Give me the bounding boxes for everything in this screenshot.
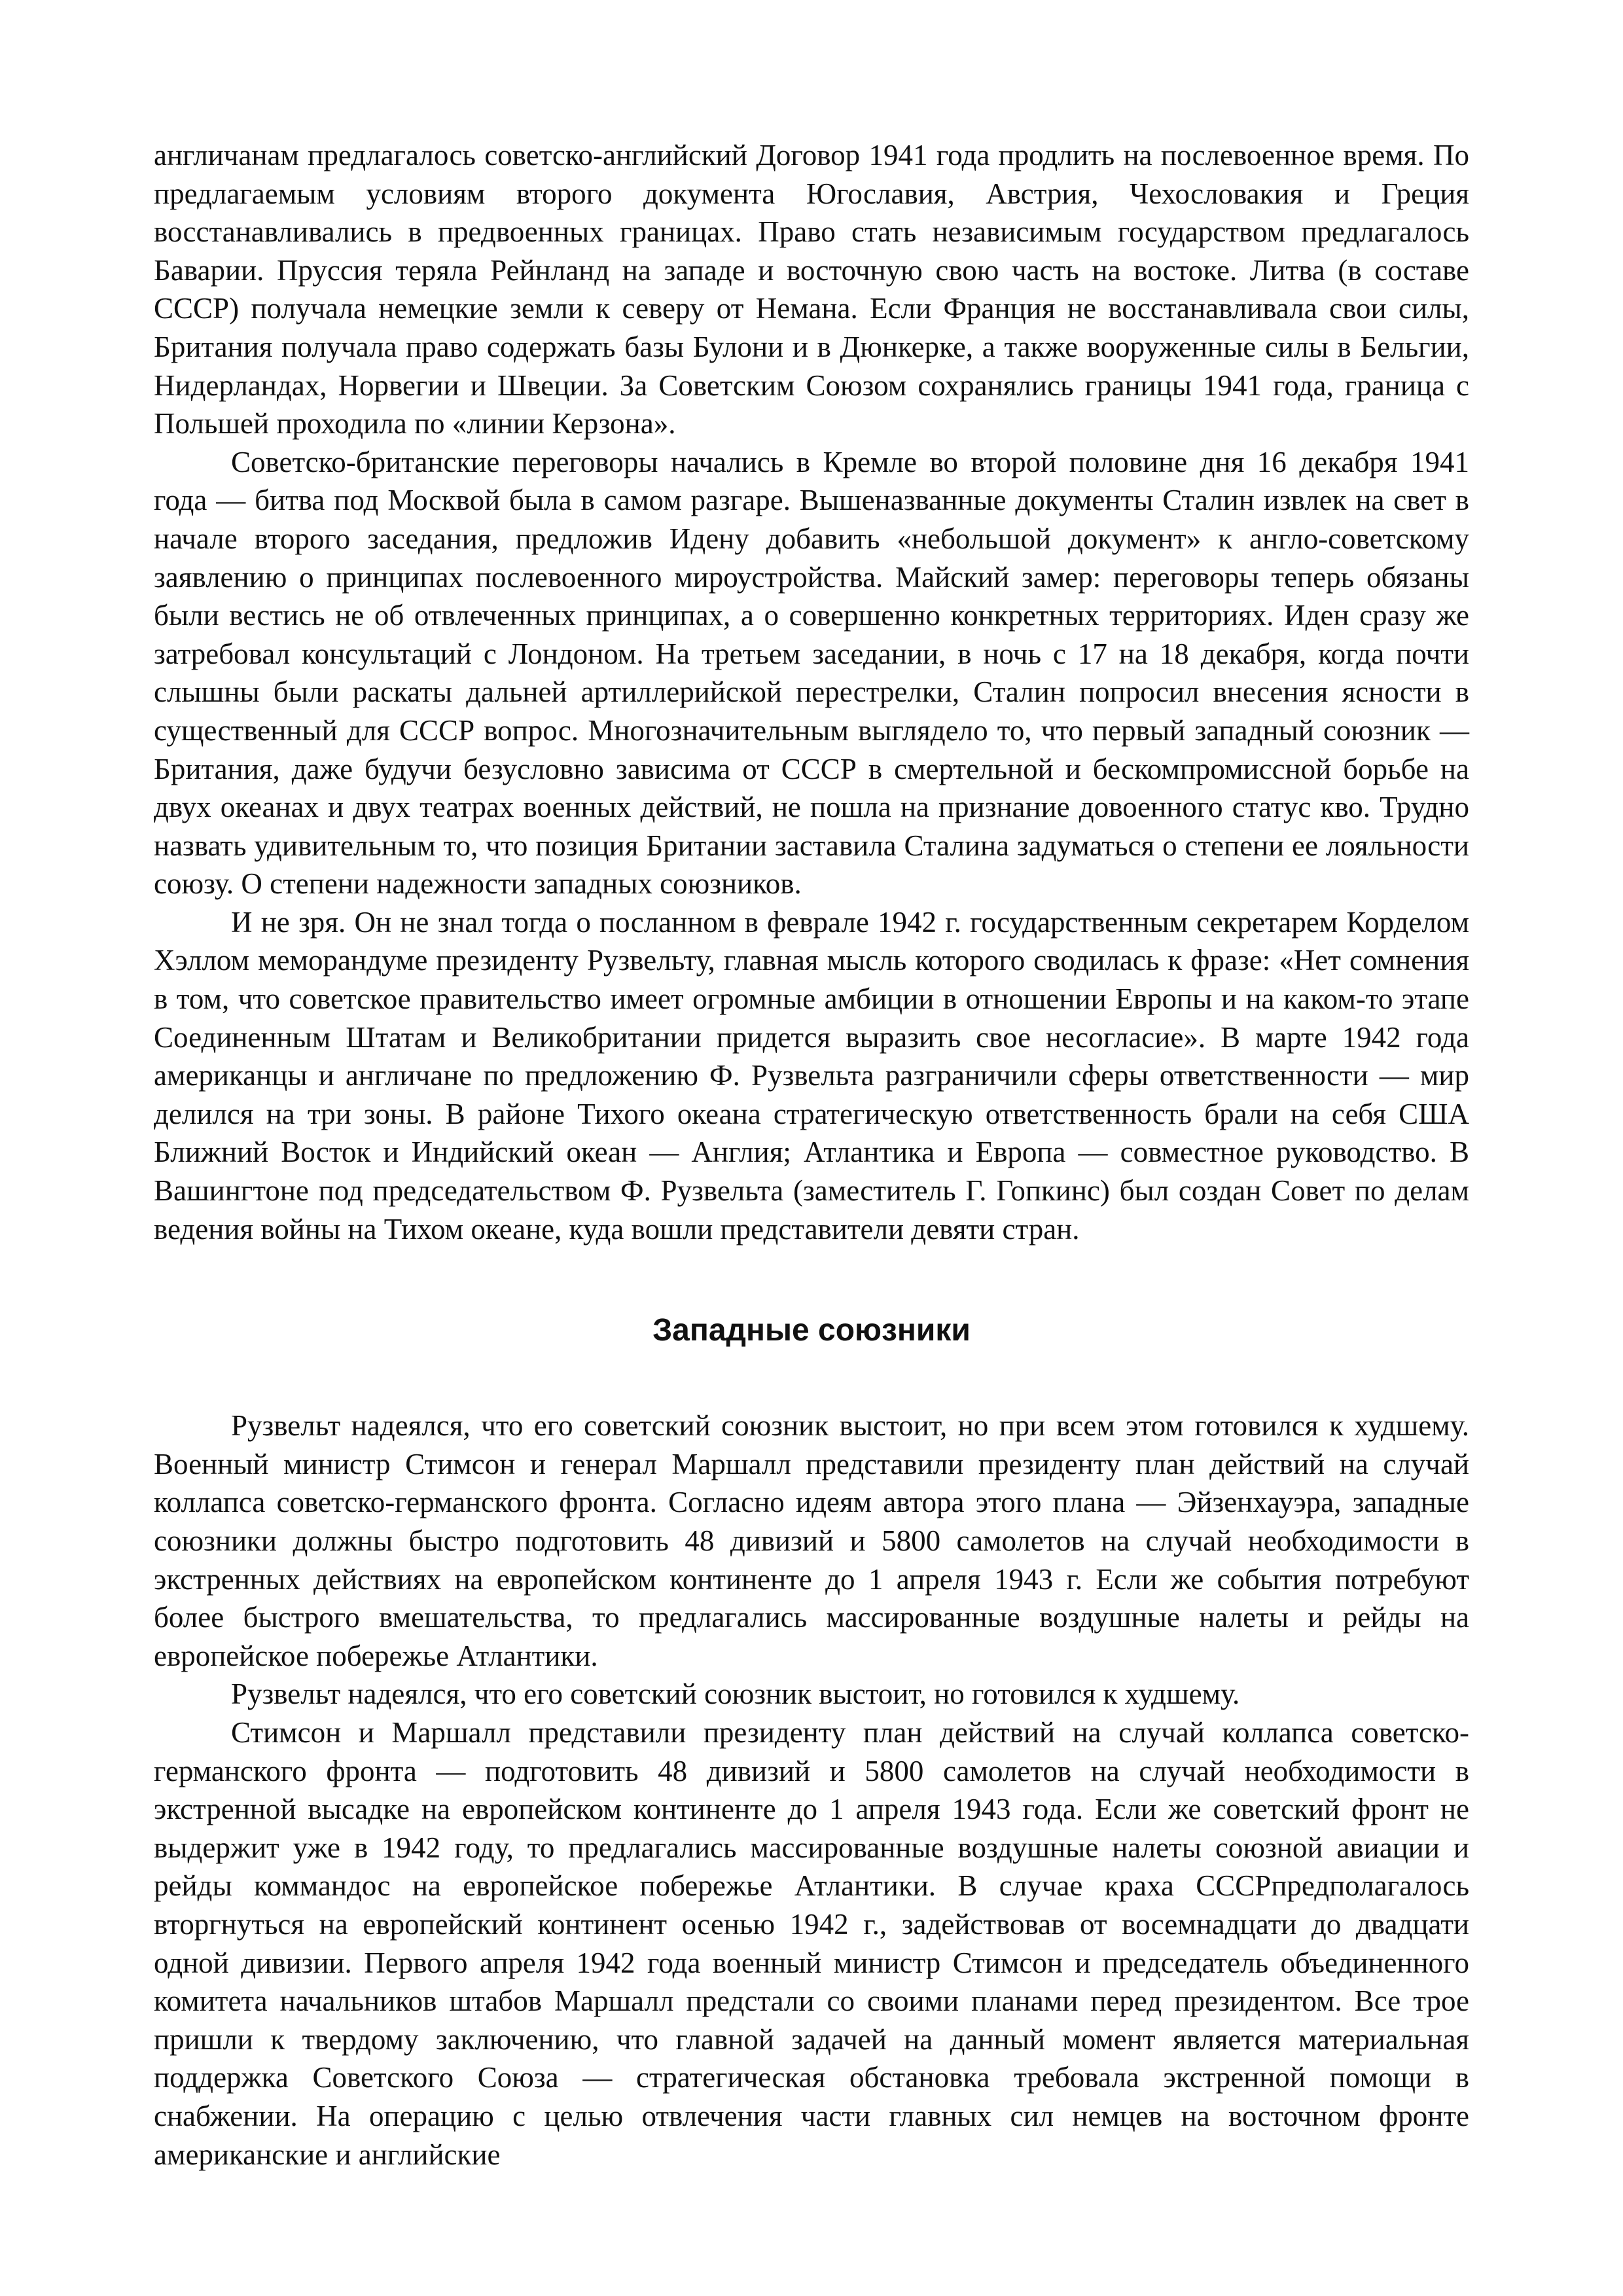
- section-heading: Западные союзники: [652, 1313, 971, 1348]
- paragraph: Стимсон и Маршалл представили президенту план действий на случай коллапса советско-германского фронта — подготовить 48 дивизий и 5800 самолетов на случай необходимости в экстренной высадке на европейском континенте до 1 апреля 1943 года. Если же советский фронт не выдержит уже в 1942 году, то предлагались массированные воздушные налеты союзной авиации и рейды коммандос на европейское побережье Атлантики. В случае краха СССРпредполагалось вторгнуться на европейский континент осенью 1942 г., задействовав от восемнадцати до двадцати одной дивизии. Первого апреля 1942 года военный министр Стимсон и председатель объединенного комитета начальников штабов Маршалл предстали со своими планами перед президентом. Все трое пришли к твердому заключению, что главной задачей на данный момент является материальная поддержка Советского Союза — стратегическая обстановка требовала экстренной помощи в снабжении. На операцию с целью отвлечения части главных сил немцев на восточном фронте американские и английские: [154, 1715, 1469, 2171]
- document-page: [154, 136, 1469, 2174]
- paragraph: Советско-британские переговоры начались в Кремле во второй половине дня 16 декабря 1941 года — битва под Москвой была в самом разгаре. Вышеназванные документы Сталин извлек на свет в начале второго заседания, предложив Идену добавить «небольшой документ» к англо-советскому заявлению о принципах послевоенного мироустройства. Майский замер: переговоры теперь обязаны были вестись не об отвлеченных принципах, а о совершенно конкретных территориях. Иден сразу же затребовал консультаций с Лондоном. На третьем заседании, в ночь с 17 на 18 декабря, когда почти слышны были раскаты дальней артиллерийской перестрелки, Сталин попросил внесения ясности в существенный для СССР вопрос. Многозначительным выглядело то, что первый западный союзник — Британия, даже будучи безусловно зависима от СССР в смертельной и бескомпромиссной борьбе на двух океанах и двух театрах военных действий, не пошла на признание довоенного статус кво. Трудно назвать удивительным то, что позиция Британии заставила Сталина задуматься о степени ее лояльности союзу. О степени надежности западных союзников.: [154, 445, 1469, 901]
- paragraph: Рузвельт надеялся, что его советский союзник выстоит, но при всем этом готовился к худшему. Военный министр Стимсон и генерал Маршалл представили президенту план действий на случай коллапса советско-германского фронта. Согласно идеям автора этого плана — Эйзенхауэра, западные союзники должны быстро подготовить 48 дивизий и 5800 самолетов на случай необходимости в экстренных действиях на европейском континенте до 1 апреля 1943 г. Если же события потребуют более быстрого вмешательства, то предлагались массированные воздушные налеты и рейды на европейское побережье Атлантики.: [154, 1409, 1469, 1672]
- paragraph: Рузвельт надеялся, что его советский союзник выстоит, но готовился к худшему.: [231, 1677, 1240, 1711]
- paragraph: англичанам предлагалось советско-английский Договор 1941 года продлить на послевоенное время. По предлагаемым условиям второго документа Югославия, Австрия, Чехословакия и Греция восстанавливались в предвоенных границах. Право стать независимым государством предлагалось Баварии. Пруссия теряла Рейнланд на западе и восточную свою часть на востоке. Литва (в составе СССР) получала немецкие земли к северу от Немана. Если Франция не восстанавливала свои силы, Британия получала право содержать базы Булони и в Дюнкерке, а также вооруженные силы в Бельгии, Нидерландах, Норвегии и Швеции. За Советским Союзом сохранялись границы 1941 года, граница с Польшей проходила по «линии Керзона».: [154, 139, 1469, 440]
- paragraph: И не зря. Он не знал тогда о посланном в феврале 1942 г. государственным секретарем Корделом Хэллом меморандуме президенту Рузвельту, главная мысль которого сводилась к фразе: «Нет сомнения в том, что советское правительство имеет огромные амбиции в отношении Европы и на каком-то этапе Соединенным Штатам и Великобритании придется выразить свое несогласие». В марте 1942 года американцы и англичане по предложению Ф. Рузвельта разграничили сферы ответственности — мир делился на три зоны. В районе Тихого океана стратегическую ответственность брали на себя США Ближний Восток и Индийский океан — Англия; Атлантика и Европа — совместное руководство. В Вашингтоне под председательством Ф. Рузвельта (заместитель Г. Гопкинс) был создан Совет по делам ведения войны на Тихом океане, куда вошли представители девяти стран.: [154, 905, 1469, 1246]
